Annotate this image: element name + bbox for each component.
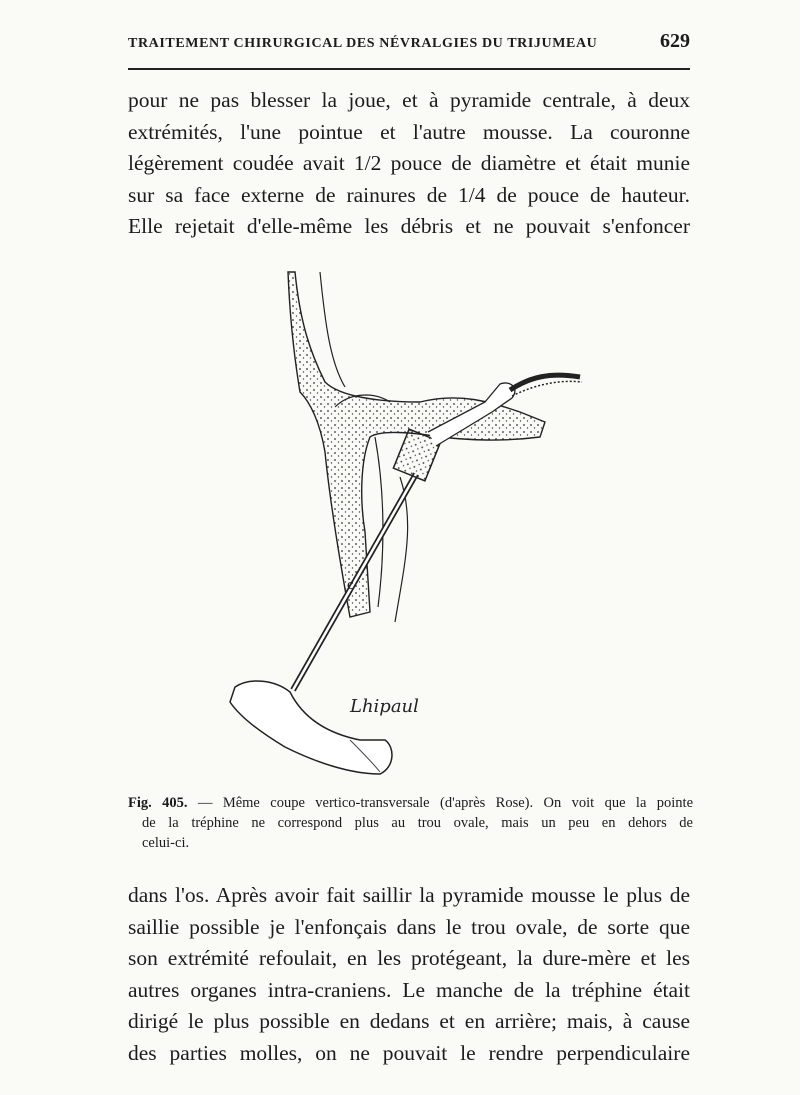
caption-line: celui-ci. — [142, 835, 190, 851]
caption-line: de la tréphine ne correspond plus au trou ovale, mais un peu en dehors de — [142, 815, 693, 831]
text-line: Elle rejetait d'elle-même les débris et ne pouvait s'enfoncer — [128, 214, 690, 238]
trephine-handle — [230, 681, 392, 774]
page-header — [128, 30, 690, 56]
paragraph-bottom — [128, 880, 690, 1069]
text-line: légèrement coudée avait 1/2 pouce de diamètre et était munie — [128, 151, 690, 175]
header-rule — [128, 68, 690, 70]
text-line: dans l'os. Après avoir fait saillir la pyramide mousse le plus de — [128, 883, 690, 907]
trephine-drawing — [200, 262, 620, 782]
caption-line — [128, 793, 693, 813]
artist-signature: Lhipaul — [350, 696, 419, 717]
text-line: son extrémité refoulait, en les protégeant, la dure-mère et les — [128, 946, 690, 970]
figure-label-c: c — [347, 577, 354, 593]
figure-number: Fig. 405. — [128, 795, 188, 811]
text-line: extrémités, l'une pointue et l'autre mousse. La couronne — [128, 119, 690, 144]
paragraph-top — [128, 85, 690, 243]
text-line: dirigé le plus possible en dedans et en arrière; mais, à cause — [128, 1009, 690, 1033]
text-line: sur sa face externe de rainures de 1/4 de pouce de hauteur. — [128, 182, 690, 207]
figure-trephine-illustration — [200, 262, 620, 782]
running-head: TRAITEMENT CHIRURGICAL DES NÉVRALGIES DU TRIJUMEAU — [128, 36, 598, 51]
text-line: autres organes intra-craniens. Le manche de la tréphine était — [128, 977, 690, 1002]
text-line: saillie possible je l'enfonçais dans le trou ovale, de sorte que — [128, 914, 690, 939]
figure-caption — [128, 793, 693, 853]
text-line: pour ne pas blesser la joue, et à pyramide centrale, à deux — [128, 88, 690, 112]
text-line: des parties molles, on ne pouvait le rendre perpendiculaire — [128, 1040, 690, 1065]
trephine-cable — [510, 375, 580, 390]
page-number: 629 — [660, 30, 690, 52]
caption-text: — Même coupe vertico-transversale (d'après Rose). On voit que la pointe — [197, 795, 694, 811]
